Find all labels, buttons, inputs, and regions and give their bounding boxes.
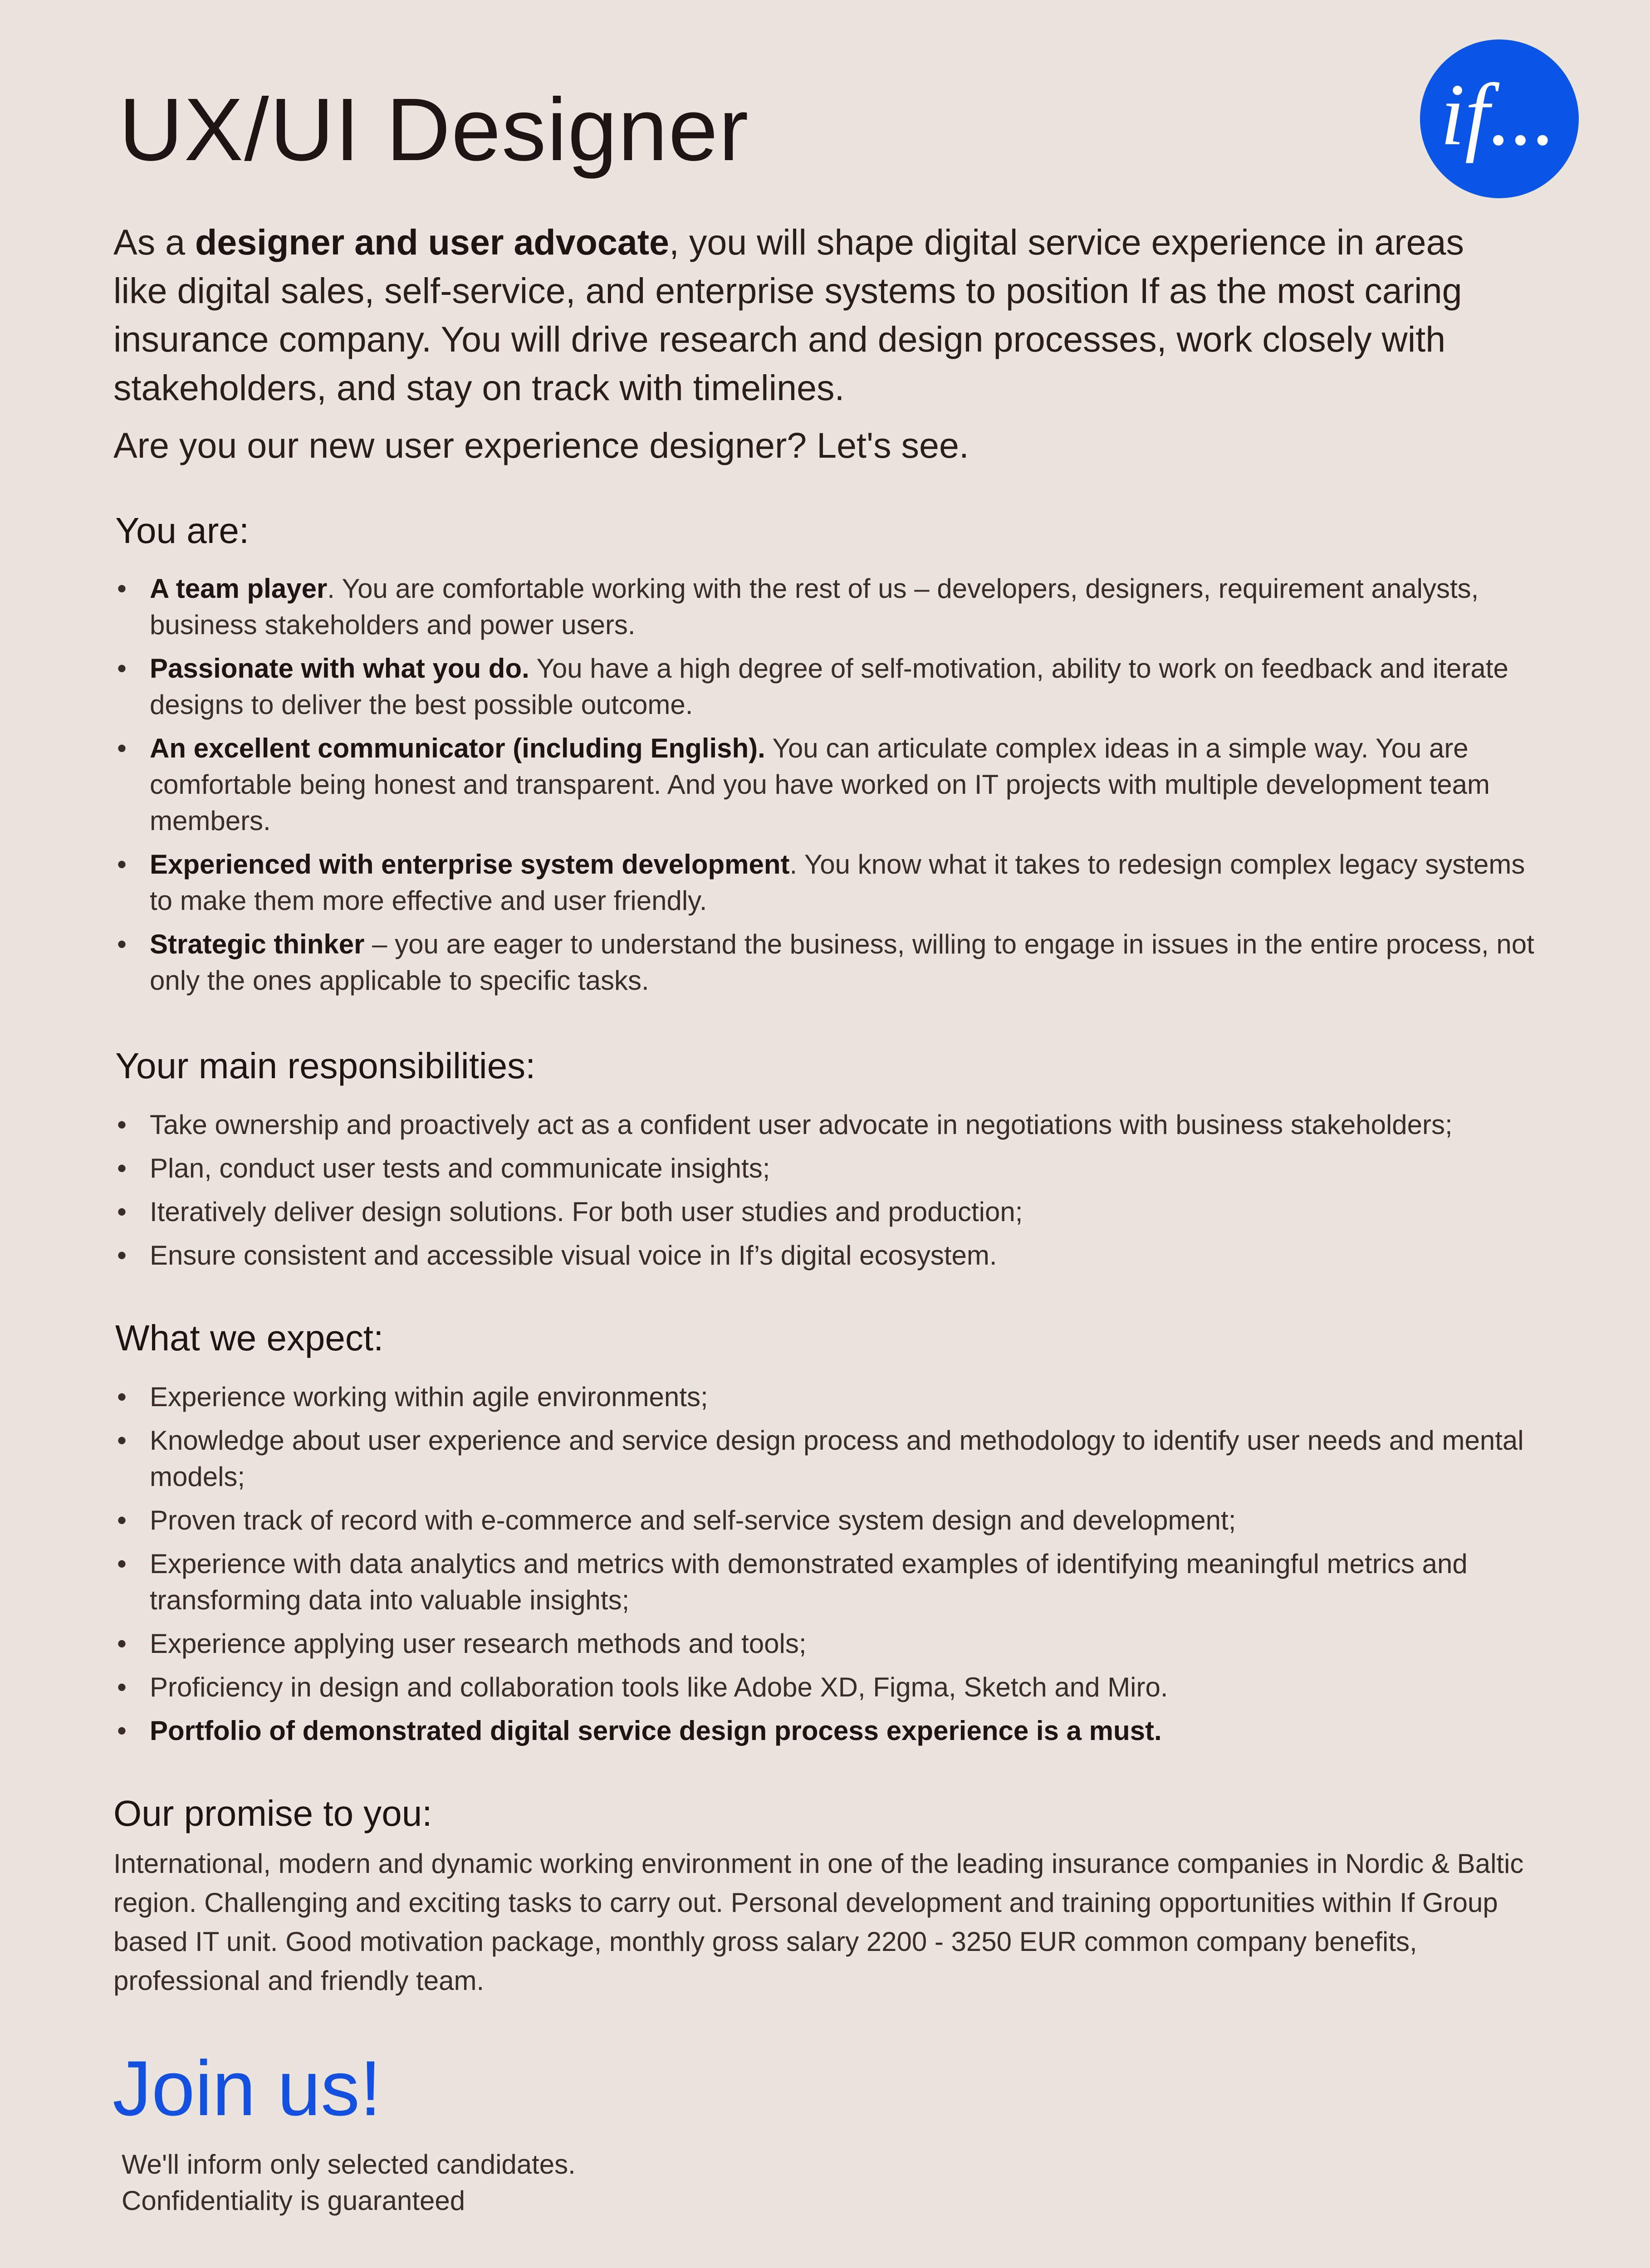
intro-prefix: As a [113,222,196,262]
expect-heading: What we expect: [115,1318,384,1358]
list-item [113,846,1538,919]
item-text: Proven track of record with e-commerce and self-service system design and development; [150,1505,1236,1535]
bullet-icon: • [117,1628,127,1659]
item-text: Proficiency in design and collaboration tools like Adobe XD, Figma, Sketch and Miro. [150,1672,1168,1702]
list-item [113,571,1538,643]
join-us-heading: Join us! [113,2045,382,2132]
item-bold: Passionate with what you do. [150,653,529,684]
bullet-icon: • [117,1425,127,1456]
bullet-icon: • [117,1716,127,1746]
intro-question: Are you our new user experience designer? Let's see. [113,425,969,465]
item-bold: Strategic thinker [150,929,365,959]
bullet-icon: • [117,1549,127,1579]
bullet-icon: • [117,1505,127,1535]
list-item [113,730,1538,839]
promise-text: International, modern and dynamic working environment in one of the leading insurance companies in Nordic & Baltic region. Challenging and exciting tasks to carry out. Personal development and training opportunities within If Group based IT unit. Good motivation package, monthly gross salary 2200 - 3250 EUR common company benefits, professional and friendly team. [113,1848,1524,1996]
intro-bold: designer and user advocate [195,222,669,262]
bullet-icon: • [117,1240,127,1271]
bullet-icon: • [117,1672,127,1702]
bullet-icon: • [117,733,127,763]
promise-heading: Our promise to you: [113,1793,432,1833]
item-text: . You are comfortable working with the rest of us – developers, designers, requirement analysts, business stakeholders and power users. [150,573,1479,640]
list-item [113,1713,1538,1749]
bullet-icon: • [117,849,127,880]
responsibilities-list [113,1107,1538,1281]
you-are-heading: You are: [115,510,250,551]
item-text: . You know what it takes to redesign complex legacy systems to make them more effective and user friendly. [150,849,1525,916]
bullet-icon: • [117,653,127,684]
item-text: You have a high degree of self-motivation, ability to work on feedback and iterate designs to deliver the best possible outcome. [150,653,1508,720]
footnote-line-1: We'll inform only selected candidates. [122,2149,576,2180]
item-bold: An excellent communicator (including English). [150,733,765,763]
responsibilities-heading: Your main responsibilities: [115,1046,536,1086]
bullet-icon: • [117,1110,127,1140]
item-bold: A team player [150,573,328,604]
list-item [113,1422,1538,1495]
item-text: Iteratively deliver design solutions. For both user studies and production; [150,1197,1023,1227]
expect-list [113,1379,1538,1756]
list-item [113,1107,1538,1143]
list-item [113,1502,1538,1539]
item-text: Ensure consistent and accessible visual voice in If’s digital ecosystem. [150,1240,997,1271]
item-text: Experience working within agile environments; [150,1382,708,1412]
logo-text: if... [1440,65,1556,164]
list-item [113,1150,1538,1187]
list-item [113,1546,1538,1618]
footnote [122,2146,576,2219]
item-text: – you are eager to understand the business, willing to engage in issues in the entire process, not only the ones applicable to specific tasks. [150,929,1534,996]
list-item [113,1379,1538,1415]
list-item [113,650,1538,723]
item-text: Knowledge about user experience and service design process and methodology to identify user needs and mental models; [150,1425,1524,1492]
intro-rest: , you will shape digital service experience in areas like digital sales, self-service, and enterprise systems to position If as the most caring insurance company. You will drive research and design processes, work closely with stakeholders, and stay on track with timelines. [113,222,1464,408]
intro-paragraph [113,218,1520,412]
item-text: You can articulate complex ideas in a simple way. You are comfortable being honest and transparent. And you have worked on IT projects with multiple development team members. [150,733,1490,836]
you-are-list [113,571,1538,1006]
item-text: Portfolio of demonstrated digital service design process experience is a must. [150,1716,1162,1746]
list-item [113,1626,1538,1662]
list-item [113,1669,1538,1706]
if-logo [1420,39,1579,198]
bullet-icon: • [117,573,127,604]
list-item [113,1237,1538,1274]
item-text: Take ownership and proactively act as a confident user advocate in negotiations with business stakeholders; [150,1110,1453,1140]
list-item [113,1194,1538,1230]
item-text: Experience with data analytics and metrics with demonstrated examples of identifying meaningful metrics and transforming data into valuable insights; [150,1549,1468,1615]
item-text: Experience applying user research methods and tools; [150,1628,807,1659]
item-bold: Experienced with enterprise system development [150,849,790,880]
bullet-icon: • [117,929,127,959]
page-title: UX/UI Designer [119,80,749,179]
bullet-icon: • [117,1153,127,1183]
bullet-icon: • [117,1197,127,1227]
bullet-icon: • [117,1382,127,1412]
list-item [113,926,1538,999]
item-text: Plan, conduct user tests and communicate insights; [150,1153,770,1183]
footnote-line-2: Confidentiality is guaranteed [122,2185,465,2216]
